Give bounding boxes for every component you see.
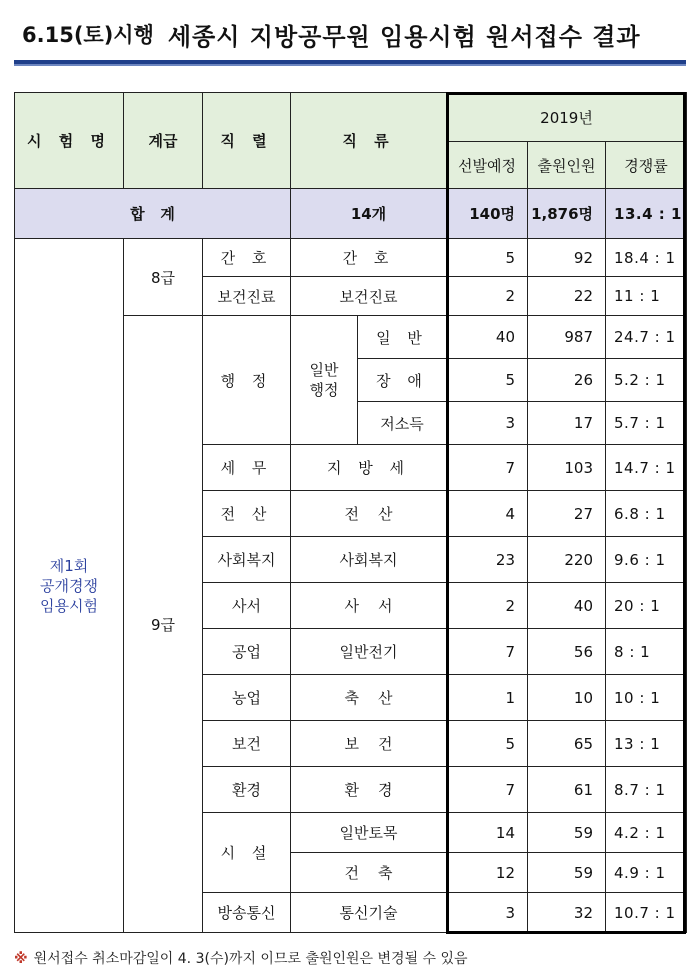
ratio-cell: 4.2 : 1 xyxy=(606,813,687,853)
ratio-cell: 5.2 : 1 xyxy=(606,359,687,402)
applicants-cell: 61 xyxy=(528,767,606,813)
applicants-cell: 59 xyxy=(528,853,606,893)
applicants-cell: 92 xyxy=(528,239,606,277)
category-cell: 환 경 xyxy=(291,767,447,813)
planned-cell: 5 xyxy=(447,359,528,402)
series-cell: 시 설 xyxy=(203,813,291,893)
header-planned: 선발예정 xyxy=(447,142,528,189)
category-cell: 사 서 xyxy=(291,583,447,629)
category-cell: 보 건 xyxy=(291,721,447,767)
planned-cell: 14 xyxy=(447,813,528,853)
applicants-cell: 987 xyxy=(528,316,606,359)
planned-cell: 23 xyxy=(447,537,528,583)
planned-cell: 1 xyxy=(447,675,528,721)
header-category: 직 류 xyxy=(291,93,447,189)
category-cell: 전 산 xyxy=(291,491,447,537)
applicants-cell: 59 xyxy=(528,813,606,853)
grade-8: 8급 xyxy=(124,239,203,316)
table-row xyxy=(15,239,687,277)
ratio-cell: 18.4 : 1 xyxy=(606,239,687,277)
planned-cell: 2 xyxy=(447,277,528,316)
ratio-cell: 24.7 : 1 xyxy=(606,316,687,359)
category-cell: 지 방 세 xyxy=(291,445,447,491)
category-cell: 일반토목 xyxy=(291,813,447,853)
planned-cell: 3 xyxy=(447,893,528,933)
footnote xyxy=(14,948,468,968)
applicants-cell: 40 xyxy=(528,583,606,629)
header-exam-name: 시 험 명 xyxy=(15,93,124,189)
planned-cell: 3 xyxy=(447,402,528,445)
results-table xyxy=(14,92,687,933)
planned-cell: 5 xyxy=(447,721,528,767)
series-cell: 세 무 xyxy=(203,445,291,491)
title-prefix: 6.15(토)시행 xyxy=(22,23,154,47)
footnote-text: 원서접수 취소마감일이 4. 3(수)까지 이므로 출원인원은 변경될 수 있음 xyxy=(33,951,468,967)
title-underline xyxy=(14,64,686,66)
category-cell: 건 축 xyxy=(291,853,447,893)
ratio-cell: 6.8 : 1 xyxy=(606,491,687,537)
series-cell: 보건진료 xyxy=(203,277,291,316)
ratio-cell: 9.6 : 1 xyxy=(606,537,687,583)
ratio-cell: 8 : 1 xyxy=(606,629,687,675)
applicants-cell: 103 xyxy=(528,445,606,491)
planned-cell: 2 xyxy=(447,583,528,629)
applicants-cell: 65 xyxy=(528,721,606,767)
header-applicants: 출원인원 xyxy=(528,142,606,189)
category-cell: 축 산 xyxy=(291,675,447,721)
sub-group-cell: 일반 행정 xyxy=(291,316,358,445)
footnote-mark: ※ xyxy=(14,951,28,967)
ratio-cell: 8.7 : 1 xyxy=(606,767,687,813)
planned-cell: 4 xyxy=(447,491,528,537)
category-cell: 통신기술 xyxy=(291,893,447,933)
category-cell: 일반전기 xyxy=(291,629,447,675)
total-ratio: 13.4 : 1 xyxy=(606,189,687,239)
series-cell: 농업 xyxy=(203,675,291,721)
ratio-cell: 5.7 : 1 xyxy=(606,402,687,445)
ratio-cell: 4.9 : 1 xyxy=(606,853,687,893)
page-title: 세종시 지방공무원 임용시험 원서접수 결과 xyxy=(167,22,641,51)
header-series: 직 렬 xyxy=(203,93,291,189)
total-planned: 140명 xyxy=(447,189,528,239)
category-cell: 사회복지 xyxy=(291,537,447,583)
applicants-cell: 17 xyxy=(528,402,606,445)
series-cell: 사서 xyxy=(203,583,291,629)
applicants-cell: 22 xyxy=(528,277,606,316)
planned-cell: 12 xyxy=(447,853,528,893)
header-year: 2019년 xyxy=(447,93,687,142)
ratio-cell: 13 : 1 xyxy=(606,721,687,767)
grade-9: 9급 xyxy=(124,316,203,933)
planned-cell: 40 xyxy=(447,316,528,359)
applicants-cell: 26 xyxy=(528,359,606,402)
category-cell: 보건진료 xyxy=(291,277,447,316)
ratio-cell: 14.7 : 1 xyxy=(606,445,687,491)
category-cell: 저소득 xyxy=(358,402,447,445)
applicants-cell: 56 xyxy=(528,629,606,675)
series-cell: 공업 xyxy=(203,629,291,675)
applicants-cell: 220 xyxy=(528,537,606,583)
series-cell: 간 호 xyxy=(203,239,291,277)
category-cell: 간 호 xyxy=(291,239,447,277)
ratio-cell: 10 : 1 xyxy=(606,675,687,721)
header-grade: 계급 xyxy=(124,93,203,189)
series-cell: 행 정 xyxy=(203,316,291,445)
series-cell: 방송통신 xyxy=(203,893,291,933)
exam-label: 제1회 공개경쟁 임용시험 xyxy=(15,239,124,933)
planned-cell: 5 xyxy=(447,239,528,277)
ratio-cell: 10.7 : 1 xyxy=(606,893,687,933)
series-cell: 보건 xyxy=(203,721,291,767)
ratio-cell: 20 : 1 xyxy=(606,583,687,629)
total-label: 합 계 xyxy=(15,189,291,239)
header-ratio: 경쟁률 xyxy=(606,142,687,189)
category-cell: 일 반 xyxy=(358,316,447,359)
series-cell: 전 산 xyxy=(203,491,291,537)
applicants-cell: 27 xyxy=(528,491,606,537)
category-cell: 장 애 xyxy=(358,359,447,402)
applicants-cell: 10 xyxy=(528,675,606,721)
ratio-cell: 11 : 1 xyxy=(606,277,687,316)
title-bar xyxy=(14,8,686,64)
total-applicants: 1,876명 xyxy=(528,189,606,239)
series-cell: 환경 xyxy=(203,767,291,813)
planned-cell: 7 xyxy=(447,629,528,675)
total-categories: 14개 xyxy=(291,189,447,239)
planned-cell: 7 xyxy=(447,767,528,813)
planned-cell: 7 xyxy=(447,445,528,491)
series-cell: 사회복지 xyxy=(203,537,291,583)
applicants-cell: 32 xyxy=(528,893,606,933)
